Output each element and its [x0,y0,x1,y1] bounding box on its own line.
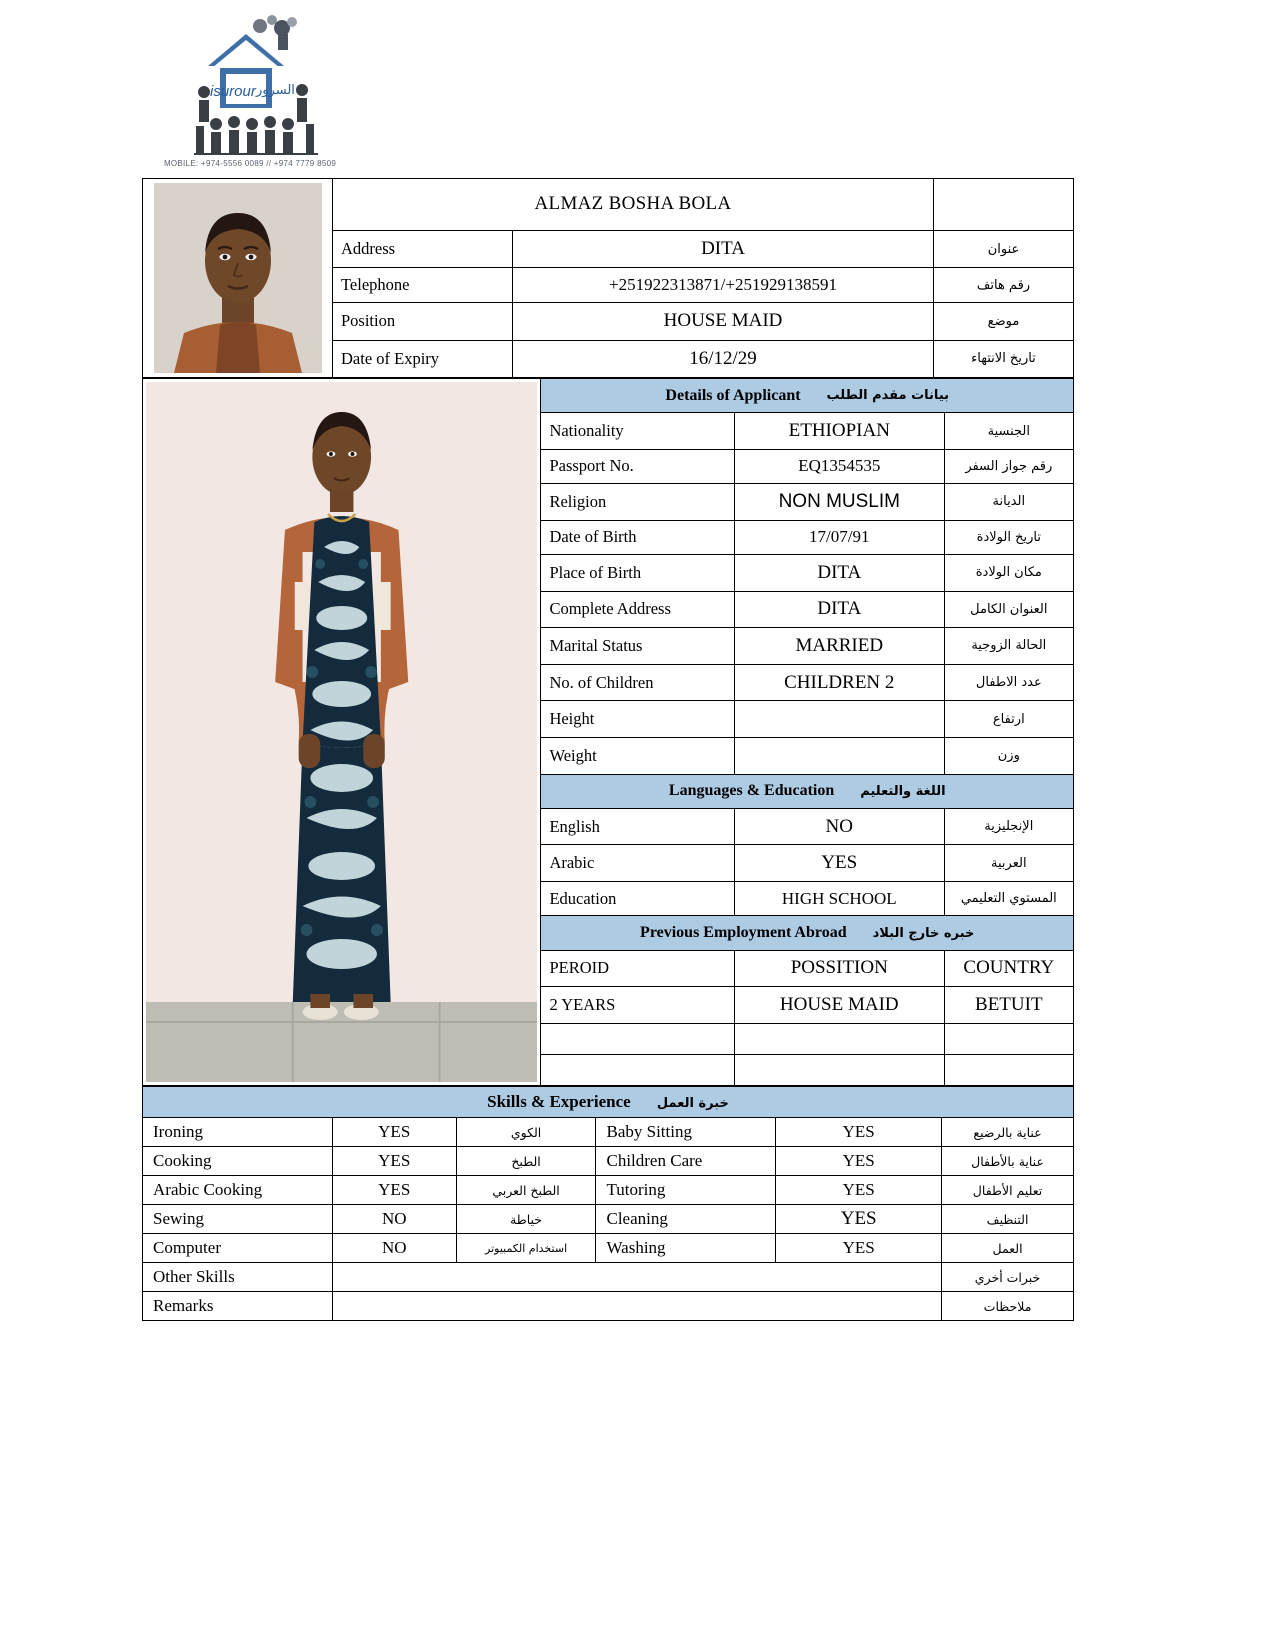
label-complete-address: Complete Address [541,591,735,628]
section-title-employment-arabic: خبره خارج البلاد [872,925,975,941]
arabic-address: عنوان [934,230,1074,267]
employment-position-empty [734,1024,944,1055]
employment-period: 2 YEARS [541,987,735,1024]
value-position: HOUSE MAID [513,303,934,340]
arabic-no-of-children: عدد الاطفال [944,664,1073,701]
arabic-weight: وزن [944,738,1073,775]
section-title-skills-arabic: خبرة العمل [656,1095,729,1111]
employment-country-empty [944,1024,1073,1055]
skill-value-arabic-cooking: YES [332,1176,456,1205]
arabic-english: الإنجليزية [944,808,1073,845]
section-title-skills: Skills & Experience [487,1092,631,1111]
full-body-photo-cell [143,379,541,1086]
employment-filler-2 [734,1055,944,1086]
table-row [143,1234,1074,1263]
arabic-other-skills: خبرات أخري [942,1263,1074,1292]
value-passport-no: EQ1354535 [734,449,944,483]
label-expiry: Date of Expiry [333,340,513,377]
value-remarks [332,1292,941,1321]
table-row [143,1263,1074,1292]
skill-label-ironing: Ironing [143,1118,333,1147]
skill-value-baby-sitting: YES [776,1118,942,1147]
table-row [143,1147,1074,1176]
label-height: Height [541,701,735,738]
body-table [142,378,1074,1086]
arabic-height: ارتفاع [944,701,1073,738]
logo-graphic [160,8,340,158]
value-date-of-birth: 17/07/91 [734,520,944,554]
column-header-period: PEROID [541,950,735,987]
skill-value-cooking: YES [332,1147,456,1176]
value-religion: NON MUSLIM [734,484,944,521]
skill-value-washing: YES [776,1234,942,1263]
table-row [143,1292,1074,1321]
value-complete-address: DITA [734,591,944,628]
arabic-expiry: تاريخ الانتهاء [934,340,1074,377]
skill-label-tutoring: Tutoring [596,1176,776,1205]
section-title-languages: Languages & Education [668,782,835,800]
section-header-employment [541,916,1074,950]
skill-arabic-tutoring: تعليم الأطفال [942,1176,1074,1205]
section-header-languages [541,774,1074,808]
employment-period-empty [541,1024,735,1055]
section-title-details-arabic: بيانات مقدم الطلب [826,388,950,404]
table-row [143,1118,1074,1147]
value-telephone: +251922313871/+251929138591 [513,268,934,303]
skill-label-cleaning: Cleaning [596,1205,776,1234]
skill-arabic-baby-sitting: عناية بالرضيع [942,1118,1074,1147]
label-passport-no: Passport No. [541,449,735,483]
skill-arabic-arabic-cooking: الطبخ العربي [456,1176,596,1205]
employment-filler-3 [944,1055,1073,1086]
label-nationality: Nationality [541,413,735,450]
skill-value-cleaning: YES [776,1205,942,1234]
skill-label-baby-sitting: Baby Sitting [596,1118,776,1147]
passport-photo-cell [143,179,333,378]
logo-contact-caption: MOBILE: +974-5556 0089 // +974 7779 8509 [163,159,337,168]
header-table [142,178,1074,378]
value-english: NO [734,808,944,845]
svg-text:isurour: isurour [210,83,256,100]
label-arabic-lang: Arabic [541,845,735,882]
skill-value-tutoring: YES [776,1176,942,1205]
label-marital-status: Marital Status [541,628,735,665]
arabic-telephone: رقم هاتف [934,268,1074,303]
label-address: Address [333,230,513,267]
skill-label-children-care: Children Care [596,1147,776,1176]
label-education: Education [541,882,735,916]
label-telephone: Telephone [333,268,513,303]
applicant-headshot [154,183,322,373]
value-place-of-birth: DITA [734,554,944,591]
label-weight: Weight [541,738,735,775]
value-expiry: 16/12/29 [513,340,934,377]
value-education: HIGH SCHOOL [734,882,944,916]
employment-filler-1 [541,1055,735,1086]
skill-arabic-cooking: الطبخ [456,1147,596,1176]
arabic-place-of-birth: مكان الولادة [944,554,1073,591]
applicant-name: ALMAZ BOSHA BOLA [333,179,934,231]
skill-label-arabic-cooking: Arabic Cooking [143,1176,333,1205]
table-row [143,1205,1074,1234]
svg-text:السرور: السرور [256,83,295,98]
section-title-employment: Previous Employment Abroad [640,923,847,941]
table-row [143,179,1074,231]
value-address: DITA [513,230,934,267]
table-row [143,379,1074,413]
skill-value-computer: NO [332,1234,456,1263]
value-nationality: ETHIOPIAN [734,413,944,450]
skill-arabic-sewing: خياطة [456,1205,596,1234]
section-title-languages-arabic: اللغة والتعليم [860,784,946,800]
skill-value-ironing: YES [332,1118,456,1147]
value-other-skills [332,1263,941,1292]
arabic-nationality: الجنسية [944,413,1073,450]
value-weight [734,738,944,775]
arabic-education: المستوي التعليمي [944,882,1073,916]
arabic-religion: الديانة [944,484,1073,521]
arabic-passport-no: رقم جواز السفر [944,449,1073,483]
label-position: Position [333,303,513,340]
arabic-complete-address: العنوان الكامل [944,591,1073,628]
table-row [143,1176,1074,1205]
skill-arabic-washing: العمل [942,1234,1074,1263]
arabic-remarks: ملاحظات [942,1292,1074,1321]
value-arabic-lang: YES [734,845,944,882]
column-header-country: COUNTRY [944,950,1073,987]
skill-arabic-ironing: الكوي [456,1118,596,1147]
section-title-details: Details of Applicant [665,386,801,404]
employment-position: HOUSE MAID [734,987,944,1024]
label-place-of-birth: Place of Birth [541,554,735,591]
arabic-marital-status: الحالة الزوجية [944,628,1073,665]
arabic-arabic-lang: العربية [944,845,1073,882]
table-row [143,1087,1074,1118]
section-header-details [541,379,1074,413]
label-date-of-birth: Date of Birth [541,520,735,554]
skill-label-computer: Computer [143,1234,333,1263]
column-header-position: POSSITION [734,950,944,987]
section-header-skills [143,1087,1074,1118]
label-remarks: Remarks [143,1292,333,1321]
employment-country: BETUIT [944,987,1073,1024]
skill-arabic-computer: استخدام الكمبيوتر [456,1234,596,1263]
value-height [734,701,944,738]
skill-arabic-children-care: عناية بالأطفال [942,1147,1074,1176]
value-no-of-children: CHILDREN 2 [734,664,944,701]
applicant-full-body-photo [146,382,537,1082]
name-arabic-cell [934,179,1074,231]
skill-label-cooking: Cooking [143,1147,333,1176]
skill-arabic-cleaning: التنظيف [942,1205,1074,1234]
label-other-skills: Other Skills [143,1263,333,1292]
arabic-date-of-birth: تاريخ الولادة [944,520,1073,554]
label-religion: Religion [541,484,735,521]
arabic-position: موضع [934,303,1074,340]
skills-table [142,1086,1074,1321]
skill-label-washing: Washing [596,1234,776,1263]
company-logo [160,8,340,173]
label-no-of-children: No. of Children [541,664,735,701]
skill-label-sewing: Sewing [143,1205,333,1234]
applicant-form [142,178,1074,1321]
label-english: English [541,808,735,845]
skill-value-children-care: YES [776,1147,942,1176]
skill-value-sewing: NO [332,1205,456,1234]
value-marital-status: MARRIED [734,628,944,665]
